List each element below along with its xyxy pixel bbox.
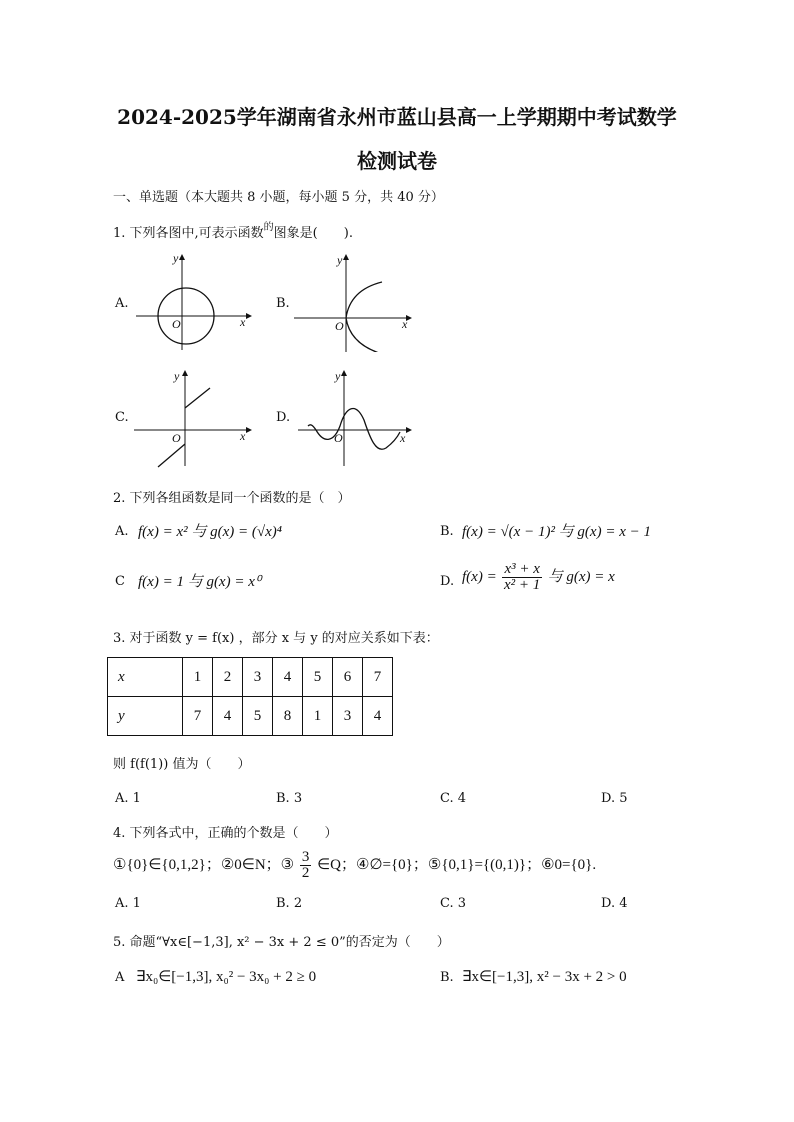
doc-title-line2: 检测试卷 [357, 149, 437, 173]
table-cell: 7 [363, 658, 393, 697]
q1-stem-sup: 的 [263, 222, 274, 233]
table-cell: 4 [363, 697, 393, 736]
graph-c-rays [128, 366, 258, 470]
table-cell: 6 [333, 658, 363, 697]
q1-option-b-label: B. [276, 296, 290, 311]
graph-c-origin: O [172, 431, 181, 445]
q3-option-b: B. 3 [276, 791, 303, 806]
table-header-x: x [108, 658, 183, 697]
q2-option-a-text: f(x) = x² 与 g(x) = (√x)⁴ [138, 524, 282, 540]
section-header: 一、单选题（本大题共 8 小题，每小题 5 分，共 40 分） [113, 190, 444, 205]
doc-title-line1: 2024-2025学年湖南省永州市蓝山县高一上学期期中考试数学 [117, 105, 677, 129]
q1-option-c-label: C. [115, 410, 129, 425]
q1-option-a-label: A. [115, 296, 129, 311]
graph-c-x-label: x [240, 429, 246, 443]
q2-option-d-expr [462, 562, 615, 593]
table-row [108, 658, 393, 697]
q5-option-a-label: A [115, 970, 125, 985]
q5-option-b-text: ∃x∈[−1,3], x² − 3x + 2 > 0 [462, 969, 627, 985]
q2-option-b-label: B. [440, 524, 454, 539]
graph-a-circle [128, 252, 258, 352]
q2-option-b-text: f(x) = √(x − 1)² 与 g(x) = x − 1 [462, 524, 651, 540]
q4-option-a: A. 1 [115, 896, 141, 911]
q3-option-a: A. 1 [115, 791, 141, 806]
q3-stem: 3. 对于函数 y = f(x) ，部分 x 与 y 的对应关系如下表： [113, 631, 439, 646]
q4-items-after: ∈Q；④∅={0}；⑤{0,1}={(0,1)}；⑥0={0}. [317, 856, 597, 873]
q4-option-b: B. 2 [276, 896, 303, 911]
q2-d-numerator: x³ + x [504, 561, 540, 577]
table-header-y: y [108, 697, 183, 736]
graph-a-x-label: x [240, 315, 246, 329]
q2-d-denominator: x² + 1 [504, 577, 541, 593]
table-cell: 7 [183, 697, 213, 736]
table-cell: 3 [333, 697, 363, 736]
graph-c-y-label: y [174, 369, 180, 383]
graph-b-parabola [290, 252, 420, 352]
q2-option-d-label: D. [440, 574, 455, 589]
q5-option-a-text: ∃x₀∈[−1,3], x₀² − 3x₀ + 2 ≥ 0 [136, 969, 317, 985]
table-cell: 5 [243, 697, 273, 736]
q2-d-right: 与 g(x) = x [547, 568, 615, 585]
q3-value-table [107, 657, 393, 736]
table-cell: 8 [273, 697, 303, 736]
table-cell: 1 [303, 697, 333, 736]
q2-stem: 2. 下列各组函数是同一个函数的是（ ） [113, 491, 351, 506]
q1-option-d-label: D. [276, 410, 291, 425]
q5-option-b-label: B. [440, 970, 454, 985]
q3-option-c: C. 4 [440, 791, 467, 806]
q5-stem: 5. 命题“∀x∈[−1,3], x² − 3x + 2 ≤ 0”的否定为（ ） [113, 935, 450, 950]
table-cell: 2 [213, 658, 243, 697]
q4-option-d: D. 4 [601, 896, 628, 911]
q4-stem: 4. 下列各式中，正确的个数是（ ） [113, 826, 338, 841]
table-cell: 4 [213, 697, 243, 736]
q2-d-fraction [502, 562, 541, 593]
table-cell: 1 [183, 658, 213, 697]
q4-option-c: C. 3 [440, 896, 467, 911]
q4-items-before: ①{0}∈{0,1,2}；②0∈N；③ [113, 856, 295, 873]
graph-b-origin: O [335, 319, 344, 333]
q1-stem-before: 1. 下列各图中,可表示函数 [113, 226, 264, 241]
graph-a-origin: O [172, 317, 181, 331]
table-cell: 3 [243, 658, 273, 697]
q1-stem [113, 222, 353, 241]
q4-fraction [300, 850, 312, 881]
table-row [108, 697, 393, 736]
graph-d-origin: O [334, 431, 343, 445]
graph-d-y-label: y [335, 369, 341, 383]
q2-d-left: f(x) = [462, 568, 497, 585]
q3-option-d: D. 5 [601, 791, 628, 806]
q2-option-c-label: C [115, 574, 125, 589]
q4-items [113, 850, 596, 881]
q4-frac-numerator: 3 [301, 849, 310, 865]
q4-frac-denominator: 2 [301, 865, 310, 881]
graph-d-wave [290, 366, 420, 466]
q2-option-c-text: f(x) = 1 与 g(x) = x⁰ [138, 574, 261, 590]
table-cell: 5 [303, 658, 333, 697]
q3-follow: 则 f(f(1)) 值为（ ） [113, 757, 251, 772]
graph-d-x-label: x [400, 431, 406, 445]
graph-b-y-label: y [337, 253, 343, 267]
table-cell: 4 [273, 658, 303, 697]
q2-option-a-label: A. [115, 524, 129, 539]
q1-stem-after: 图象是( ). [273, 226, 353, 241]
graph-a-y-label: y [173, 252, 179, 265]
graph-b-x-label: x [402, 317, 408, 331]
